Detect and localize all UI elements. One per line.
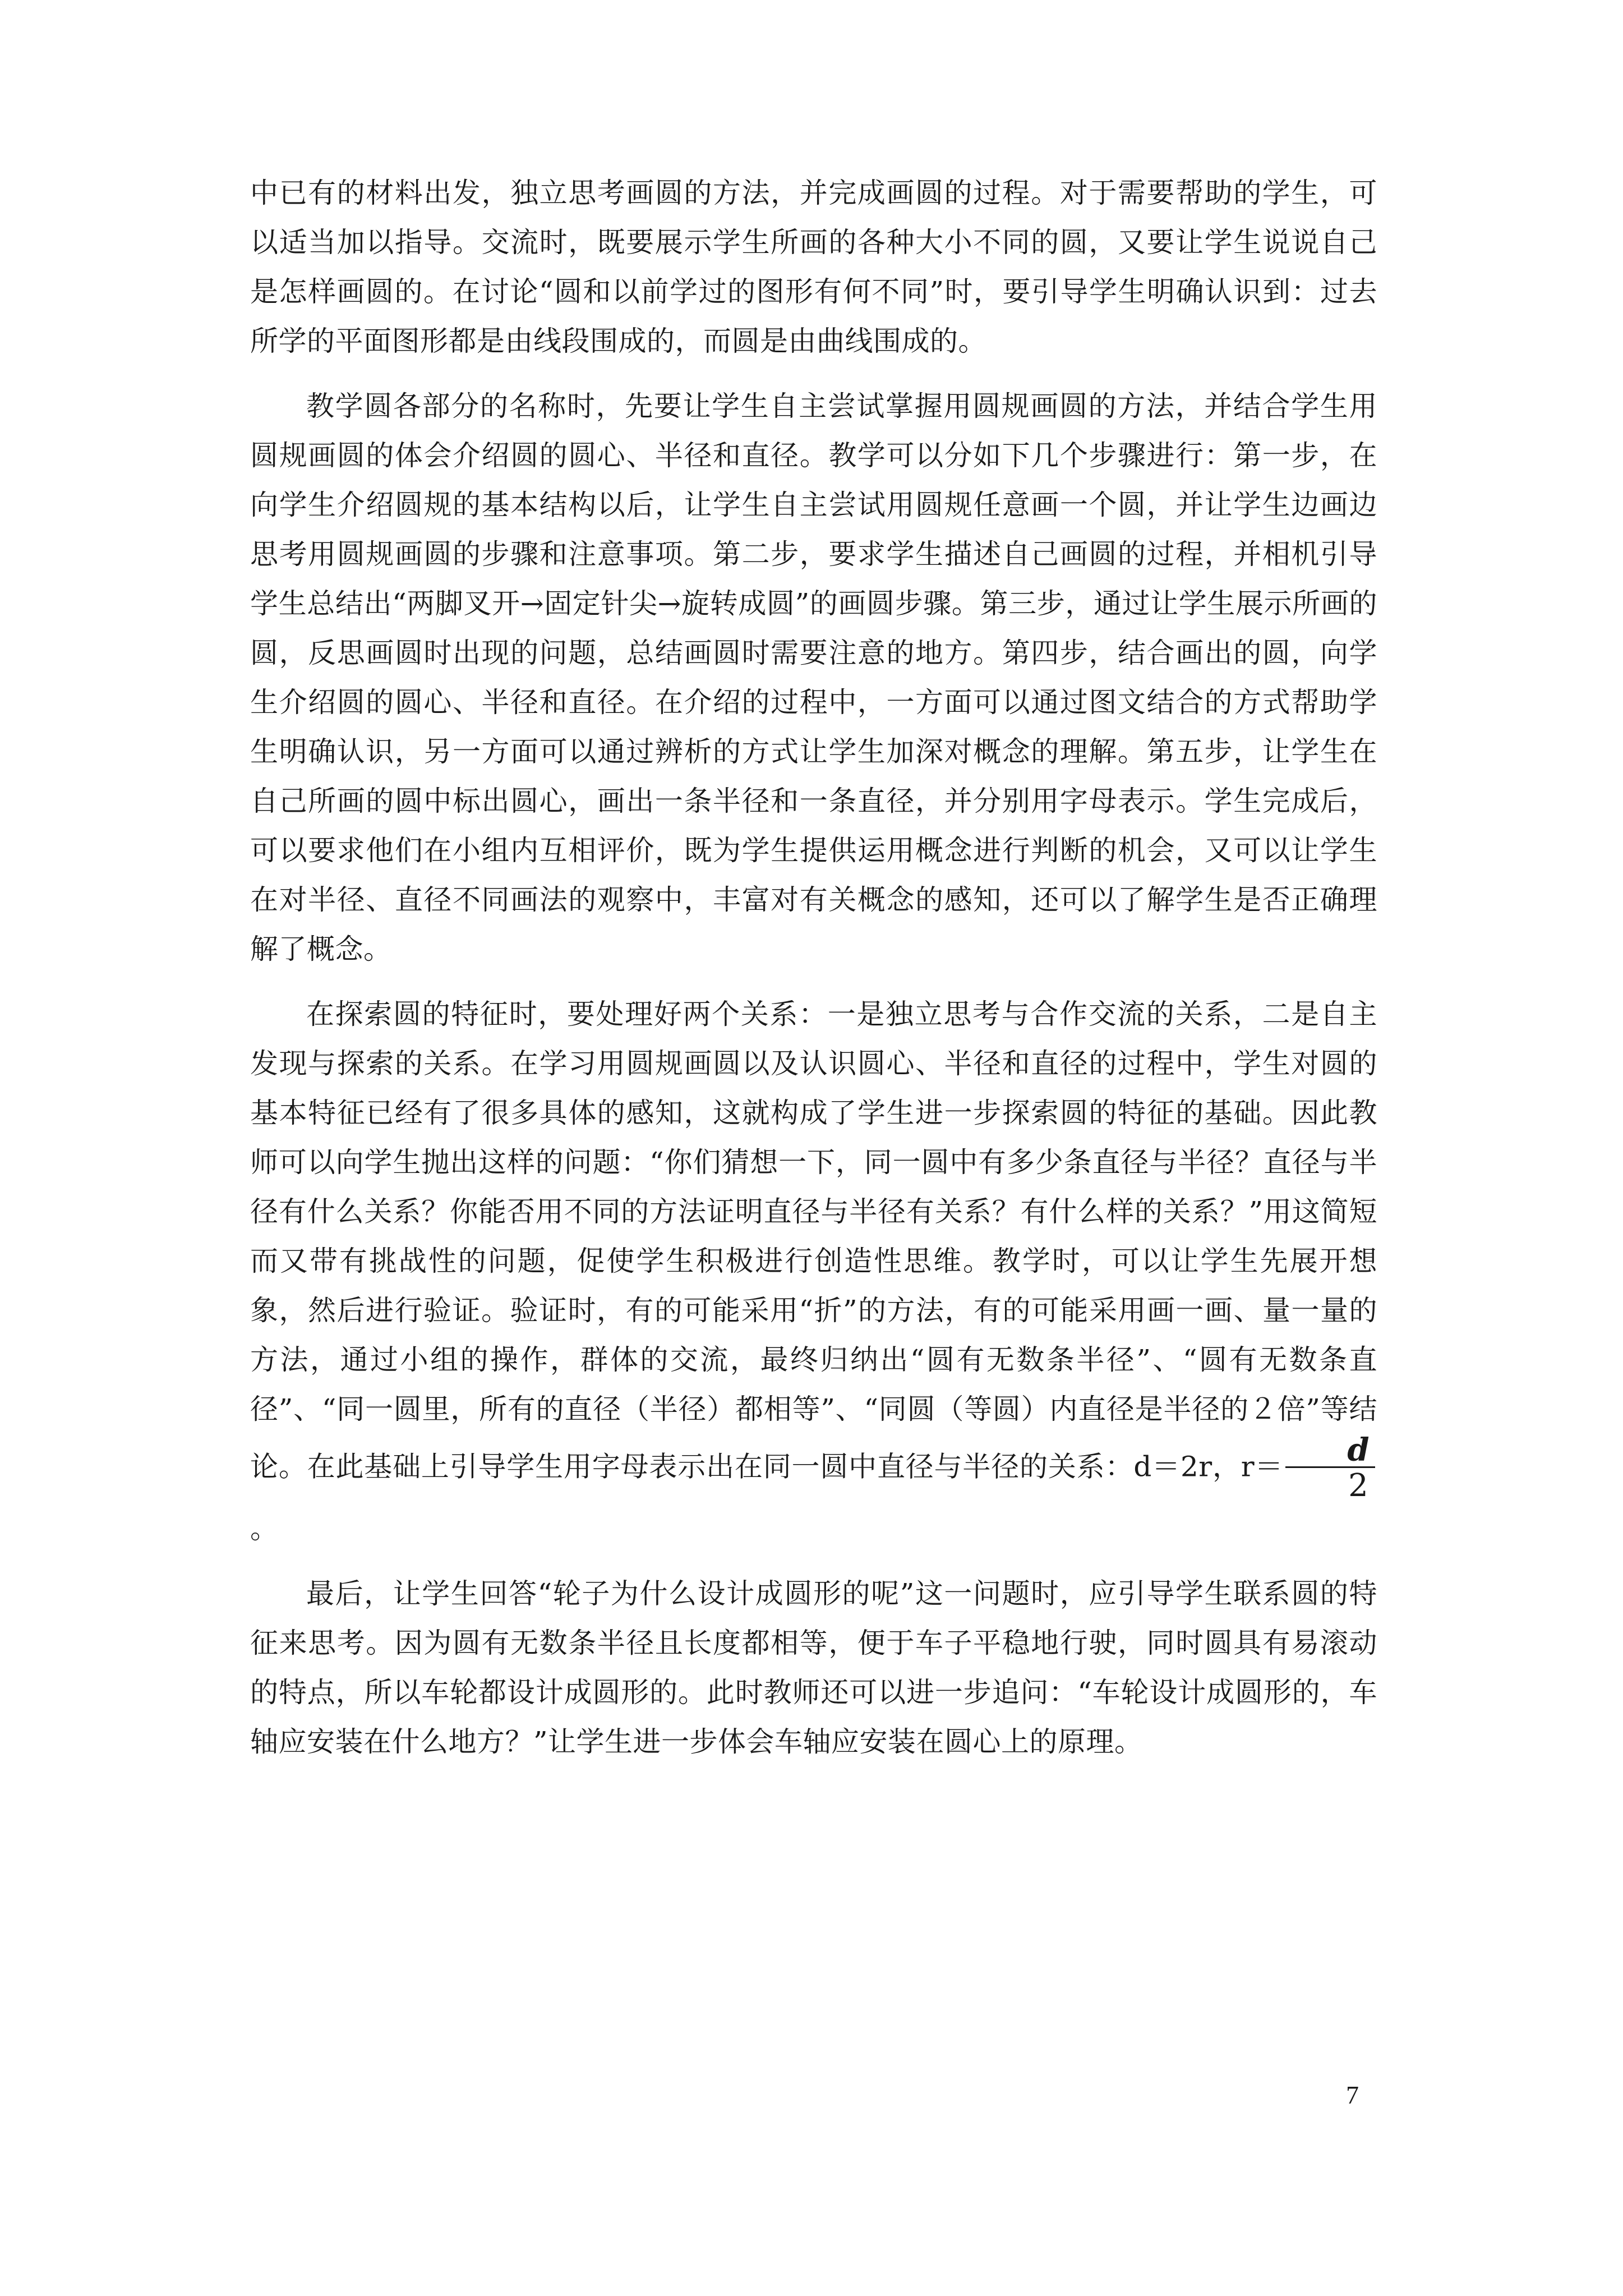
- fraction-numerator: d: [1285, 1434, 1375, 1468]
- paragraph-4: 最后，让学生回答“轮子为什么设计成圆形的呢”这一问题时，应引导学生联系圆的特征来思考。因为圆有无数条半径且长度都相等，便于车子平稳地行驶，同时圆具有易滚动的特点，所以车轮都设计成圆形的。此时教师还可以进一步追问：“车轮设计成圆形的，车轴应安装在什么地方？”让学生进一步体会车轴应安装在圆心上的原理。: [250, 1577, 1377, 1758]
- page-number: 7: [1346, 2081, 1359, 2109]
- paragraph-3: [250, 990, 1377, 1553]
- fraction-denominator: 2: [1348, 1467, 1369, 1504]
- paragraph-2: 教学圆各部分的名称时，先要让学生自主尝试掌握用圆规画圆的方法，并结合学生用圆规画圆的体会介绍圆的圆心、半径和直径。教学可以分如下几个步骤进行：第一步，在向学生介绍圆规的基本结构以后，让学生自主尝试用圆规任意画一个圆，并让学生边画边思考用圆规画圆的步骤和注意事项。第二步，要求学生描述自己画圆的过程，并相机引导学生总结出“两脚叉开→固定针尖→旋转成圆”的画圆步骤。第三步，通过让学生展示所画的圆，反思画圆时出现的问题，总结画圆时需要注意的地方。第四步，结合画出的圆，向学生介绍圆的圆心、半径和直径。在介绍的过程中，一方面可以通过图文结合的方式帮助学生明确认识，另一方面可以通过辨析的方式让学生加深对概念的理解。第五步，让学生在自己所画的圆中标出圆心，画出一条半径和一条直径，并分别用字母表示。学生完成后，可以要求他们在小组内互相评价，既为学生提供运用概念进行判断的机会，又可以让学生在对半径、直径不同画法的观察中，丰富对有关概念的感知，还可以了解学生是否正确理解了概念。: [250, 390, 1377, 965]
- radius-fraction-formula: [1285, 1434, 1375, 1504]
- paragraph-3-text: 在探索圆的特征时，要处理好两个关系：一是独立思考与合作交流的关系，二是自主发现与探索的关系。在学习用圆规画圆以及认识圆心、半径和直径的过程中，学生对圆的基本特征已经有了很多具体的感知，这就构成了学生进一步探索圆的特征的基础。因此教师可以向学生抛出这样的问题：“你们猜想一下，同一圆中有多少条直径与半径？直径与半径有什么关系？你能否用不同的方法证明直径与半径有关系？有什么样的关系？”用这简短而又带有挑战性的问题，促使学生积极进行创造性思维。教学时，可以让学生先展开想象，然后进行验证。验证时，有的可能采用“折”的方法，有的可能采用画一画、量一量的方法，通过小组的操作，群体的交流，最终归纳出“圆有无数条半径”、“圆有无数条直径”、“同一圆里，所有的直径（半径）都相等”、“同圆（等圆）内直径是半径的２倍”等结论。在此基础上引导学生用字母表示出在同一圆中直径与半径的关系：d＝2r，r＝: [250, 998, 1377, 1483]
- paragraph-1: 中已有的材料出发，独立思考画圆的方法，并完成画圆的过程。对于需要帮助的学生，可以适当加以指导。交流时，既要展示学生所画的各种大小不同的圆，又要让学生说说自己是怎样画圆的。在讨论“圆和以前学过的图形有何不同”时，要引导学生明确认识到：过去所学的平面图形都是由线段围成的，而圆是由曲线围成的。: [250, 177, 1377, 357]
- formula-suffix: 。: [250, 1512, 279, 1545]
- body-text: [250, 168, 1377, 1782]
